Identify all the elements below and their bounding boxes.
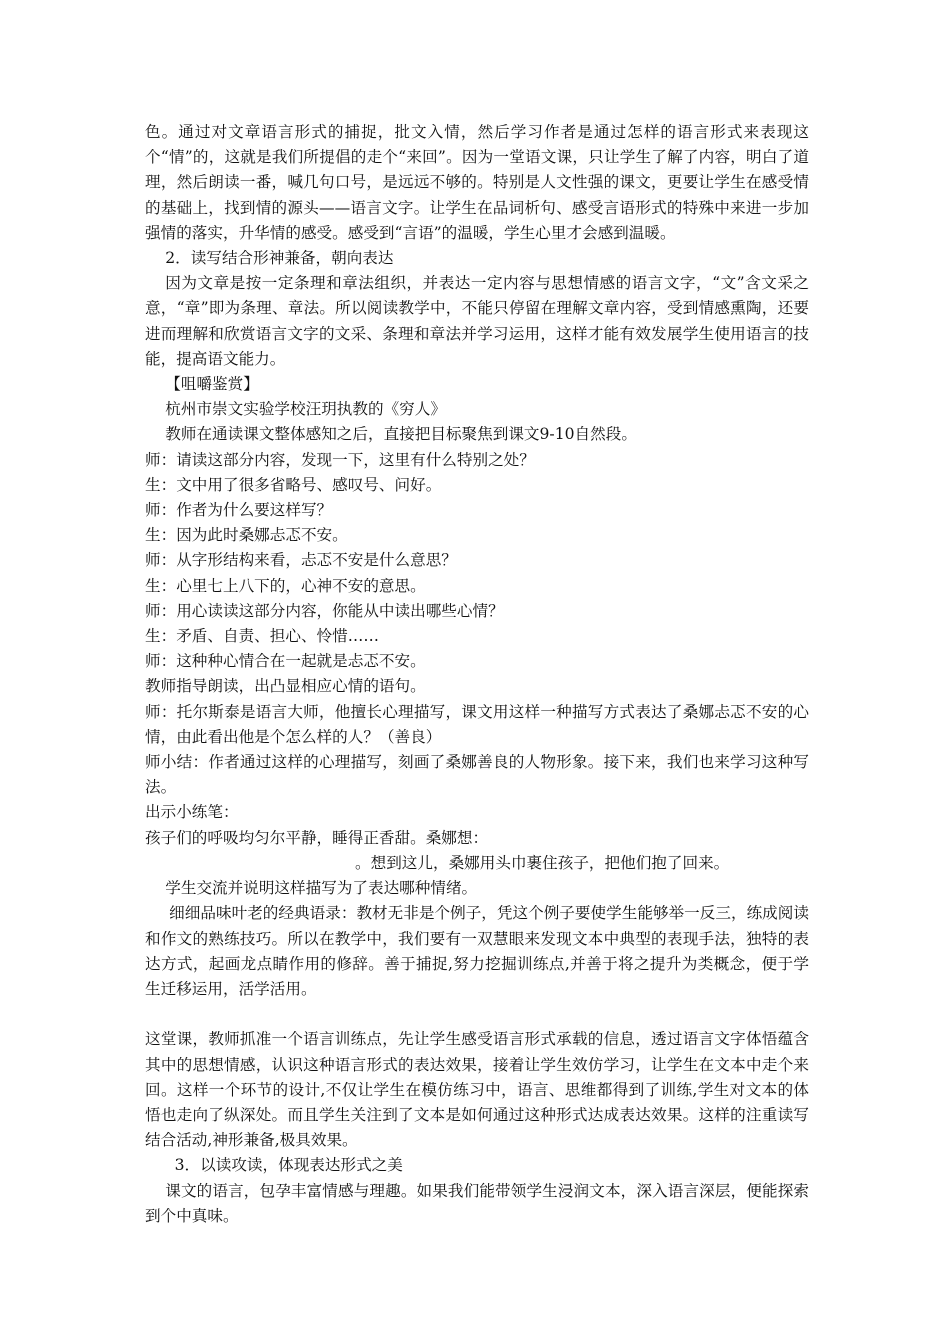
- paragraph: 这堂课，教师抓准一个语言训练点，先让学生感受语言形式承载的信息，透过语言文字体悟蕴含其中的思想情感，认识这种语言形式的表达效果，接着让学生效仿学习，让学生在文本中走个来回。这样一个环节的设计,不仅让学生在模仿练习中，语言、思维都得到了训练,学生对文本的体悟也走向了纵深处。而且学生关注到了文本是如何通过这种形式达成表达效果。这样的注重读写结合活动,神形兼备,极具效果。: [145, 1030, 809, 1150]
- paragraph: 3．以读攻读，体现表达形式之美: [174, 1156, 403, 1175]
- paragraph: 师：用心读读这部分内容，你能从中读出哪些心情？: [145, 601, 504, 620]
- paragraph: 生：因为此时桑娜忐忑不安。: [145, 526, 348, 545]
- paragraph: 色。通过对文章语言形式的捕捉，批文入情，然后学习作者是通过怎样的语言形式来表现这个“情”的，这就是我们所提倡的走个“来回”。因为一堂语文课，只让学生了解了内容，明白了道理，然后朗读一番，喊几句口号，是远远不够的。特别是人文性强的课文，更要让学生在感受情的基础上，找到情的源头——语言文字。让学生在品词析句、感受言语形式的特殊中来进一步加强情的落实，升华情的感受。感受到“言语”的温暖，学生心里才会感到温暖。: [145, 123, 809, 242]
- paragraph: 生：文中用了很多省略号、感叹号、问好。: [145, 475, 442, 494]
- paragraph: 师：这种种心情合在一起就是忐忑不安。: [145, 652, 426, 671]
- paragraph: 教师在通读课文整体感知之后，直接把目标聚焦到课文9-10自然段。: [165, 425, 637, 444]
- paragraph: 师：请读这部分内容，发现一下，这里有什么特别之处？: [145, 450, 535, 469]
- paragraph: 出示小练笔：: [145, 803, 239, 822]
- paragraph: 孩子们的呼吸均匀尔平静，睡得正香甜。桑娜想：: [145, 828, 489, 847]
- paragraph: 学生交流并说明这样描写为了表达哪种情绪。: [165, 879, 478, 898]
- paragraph: 师：托尔斯泰是语言大师，他擅长心理描写，课文用这样一种描写方式表达了桑娜忐忑不安的心情，由此看出他是个怎么样的人？（善良）: [145, 702, 809, 746]
- paragraph: 细细品味叶老的经典语录：教材无非是个例子，凭这个例子要使学生能够举一反三，练成阅读和作文的熟练技巧。所以在教学中，我们要有一双慧眼来发现文本中典型的表现手法，独特的表达方式，起画龙点睛作用的修辞。善于捕捉,努力挖掘训练点,并善于将之提升为类概念，便于学生迁移运用，活学活用。: [145, 904, 809, 998]
- paragraph: 。想到这儿，桑娜用头巾裹住孩子，把他们抱了回来。: [355, 853, 730, 872]
- paragraph: 生：心里七上八下的，心神不安的意思。: [145, 576, 426, 595]
- paragraph: 2．读写结合形神兼备，朝向表达: [165, 249, 394, 268]
- paragraph: 课文的语言，包孕丰富情感与理趣。如果我们能带领学生浸润文本，深入语言深层，便能探索到个中真味。: [145, 1181, 809, 1225]
- paragraph: 师小结：作者通过这样的心理描写，刻画了桑娜善良的人物形象。接下来，我们也来学习这种写法。: [145, 753, 809, 797]
- paragraph: 因为文章是按一定条理和章法组织，并表达一定内容与思想情感的语言文字，“文”含文采之意，“章”即为条理、章法。所以阅读教学中，不能只停留在理解文章内容，受到情感熏陶，还要进而理解和欣赏语言文字的文采、条理和章法并学习运用，这样才能有效发展学生使用语言的技能，提高语文能力。: [145, 274, 809, 368]
- paragraph: 师：作者为什么要这样写？: [145, 501, 333, 520]
- paragraph: 杭州市崇文实验学校汪玥执教的《穷人》: [165, 400, 446, 419]
- paragraph: 生：矛盾、自责、担心、怜惜……: [145, 627, 379, 646]
- document-page: [145, 120, 809, 1229]
- paragraph: 师：从字形结构来看，忐忑不安是什么意思？: [145, 551, 457, 570]
- paragraph: 【咀嚼鉴赏】: [165, 375, 259, 394]
- blank-line: [145, 1002, 809, 1027]
- paragraph: 教师指导朗读，出凸显相应心情的语句。: [145, 677, 426, 696]
